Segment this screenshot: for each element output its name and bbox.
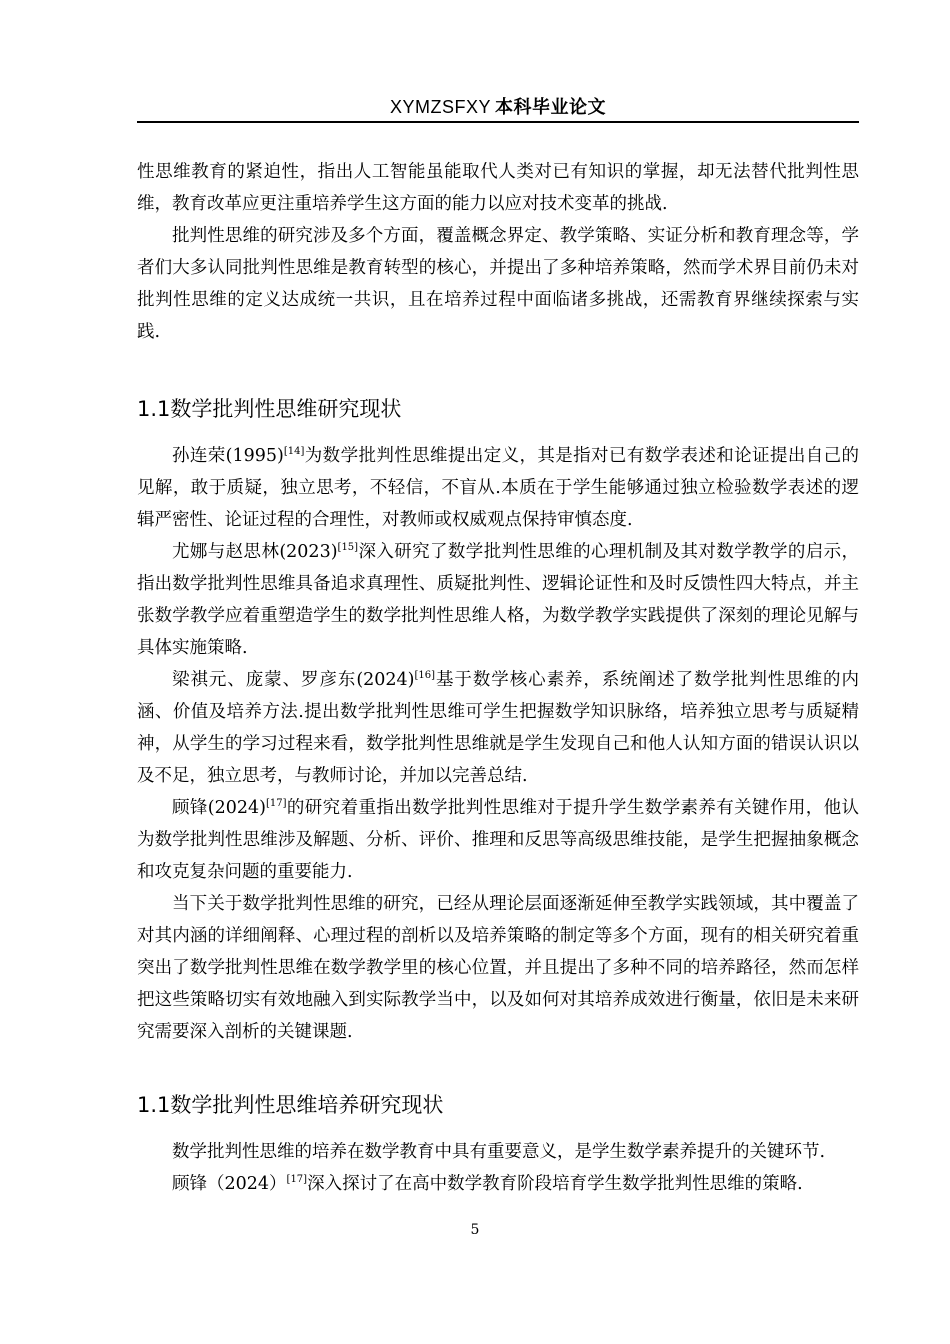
paragraph-text: 深入研究了数学批判性思维的心理机制及其对数学教学的启示，指出数学批判性思维具备追求真理性、质疑批判性、逻辑论证性和及时反馈性四大特点，并主张数学教学应着重塑造学生的数学批判性思维人格，为数学教学实践提供了深刻的理论见解与具体实施策略. (137, 542, 860, 658)
paragraph-liang-qiyuan (137, 664, 859, 792)
citation-author: 尤娜与赵思林(2023) (172, 542, 338, 562)
paragraph-text: 基于数学核心素养，系统阐述了数学批判性思维的内涵、价值及培养方法.提出数学批判性思维可学生把握数学知识脉络，培养独立思考与质疑精神，从学生的学习过程来看，数学批判性思维就是学生发现自己和他人认知方面的错误认识以及不足，独立思考，与教师讨论，并加以完善总结. (137, 670, 859, 786)
paragraph-text: 的研究着重指出数学批判性思维对于提升学生数学素养有关键作用，他认为数学批判性思维涉及解题、分析、评价、推理和反思等高级思维技能，是学生把握抽象概念和攻克复杂问题的重要能力. (137, 798, 859, 882)
citation-ref-17: [17] (265, 798, 287, 810)
citation-ref-15: [15] (337, 542, 359, 554)
paragraph-you-na (137, 536, 859, 664)
page-number: 5 (470, 1222, 480, 1238)
paragraph-intro-summary: 批判性思维的研究涉及多个方面，覆盖概念界定、教学策略、实证分析和教育理念等，学者们大多认同批判性思维是教育转型的核心，并提出了多种培养策略，然而学术界目前仍未对批判性思维的定义达成统一共识，且在培养过程中面临诸多挑战，还需教育界继续探索与实践. (137, 226, 859, 342)
header-school-code: XYMZSFXY (389, 97, 491, 117)
paragraph-text: 为数学批判性思维提出定义，其是指对已有数学表述和论证提出自己的见解，敢于质疑，独立思考，不轻信，不盲从.本质在于学生能够通过独立检验数学表述的逻辑严密性、论证过程的合理性，对教师或权威观点保持审慎态度. (137, 446, 859, 530)
citation-ref-16: [16] (414, 670, 436, 682)
paragraph-gu-feng-cultivation (137, 1168, 859, 1200)
citation-author: 顾锋（2024） (172, 1174, 287, 1194)
paragraph-text: 深入探讨了在高中数学教育阶段培育学生数学批判性思维的策略. (307, 1174, 803, 1194)
paragraph-sun-lianrong (137, 440, 859, 536)
paragraph-gu-feng (137, 792, 859, 888)
paragraph-research-summary: 当下关于数学批判性思维的研究，已经从理论层面逐渐延伸至教学实践领域，其中覆盖了对其内涵的详细阐释、心理过程的剖析以及培养策略的制定等多个方面，现有的相关研究着重突出了数学批判性思维在数学教学里的核心位置，并且提出了多种不同的培养路径，然而怎样把这些策略切实有效地融入到实际教学当中，以及如何对其培养成效进行衡量，依旧是未来研究需要深入剖析的关键课题. (137, 894, 859, 1042)
citation-author: 梁祺元、庞蒙、罗彦东(2024) (172, 670, 415, 690)
citation-author: 孙连荣(1995) (172, 446, 284, 466)
paragraph-cultivation-intro: 数学批判性思维的培养在数学教育中具有重要意义，是学生数学素养提升的关键环节. (172, 1142, 826, 1162)
header-title: 本科毕业论文 (495, 97, 606, 118)
page-body (137, 156, 859, 1200)
citation-ref-14: [14] (283, 446, 305, 458)
header-rule (137, 121, 859, 123)
paragraph-intro-continued: 性思维教育的紧迫性，指出人工智能虽能取代人类对已有知识的掌握，却无法替代批判性思维，教育改革应更注重培养学生这方面的能力以应对技术变革的挑战. (137, 162, 859, 214)
running-header (137, 93, 859, 121)
section-heading-research-status: 1.1数学批判性思维研究现状 (137, 397, 402, 421)
section-heading-cultivation-status: 1.1数学批判性思维培养研究现状 (137, 1093, 444, 1117)
citation-ref-17: [17] (286, 1174, 308, 1186)
citation-author: 顾锋(2024) (172, 798, 266, 818)
